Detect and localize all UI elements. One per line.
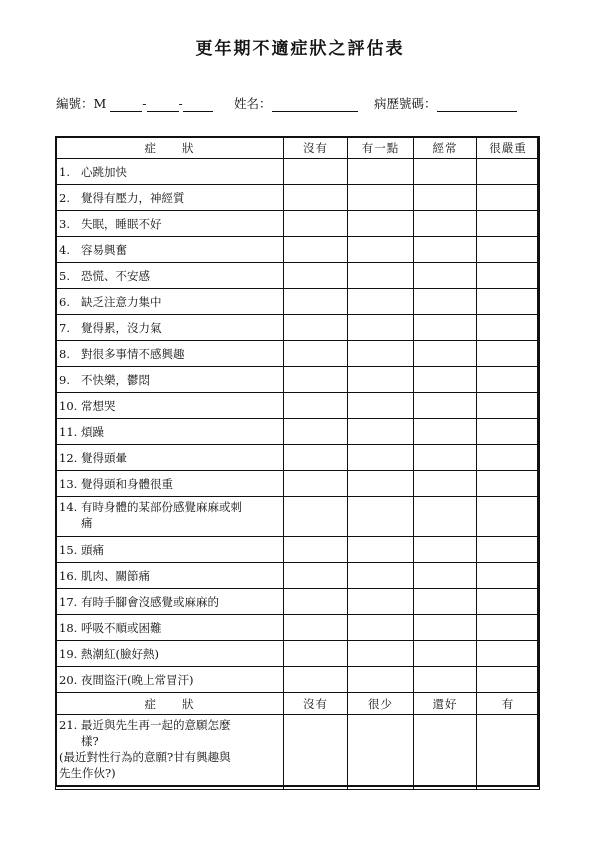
- id-blank-2[interactable]: [147, 99, 179, 112]
- header-often: 經常: [414, 137, 477, 159]
- id-separator: -: [178, 96, 183, 111]
- id-label: 編號：M: [56, 96, 107, 111]
- id-blank-1[interactable]: [110, 99, 142, 112]
- symptom-text: 恐慌、不安感: [81, 268, 150, 283]
- symptom-number: 11.: [59, 424, 78, 439]
- header-a-little: 有一點: [348, 137, 414, 159]
- symptom-text: 夜間盜汗(晚上常冒汗): [81, 672, 194, 687]
- symptom-number: 12.: [59, 450, 78, 465]
- symptom-text: 容易興奮: [81, 242, 127, 257]
- symptom-number: 21.: [59, 718, 78, 732]
- name-blank[interactable]: [272, 99, 358, 112]
- symptom-number: 20.: [59, 672, 78, 687]
- symptom-text: 頭痛: [81, 542, 104, 557]
- header-none: 沒有: [284, 137, 348, 159]
- table-outer-border: [55, 136, 539, 787]
- symptom-number: 15.: [59, 542, 78, 557]
- symptom-number: 7.: [59, 320, 70, 335]
- symptom-number: 5.: [59, 268, 70, 283]
- record-number-field: [374, 94, 517, 112]
- id-separator: -: [142, 96, 147, 111]
- header-symptom: 症 狀: [56, 693, 284, 715]
- symptom-number: 6.: [59, 294, 70, 309]
- symptom-text: 對很多事情不感興趣: [81, 346, 185, 361]
- symptom-text: 覺得頭和身體很重: [81, 476, 173, 491]
- symptom-text: 最近與先生再一起的意願怎麼: [81, 718, 231, 732]
- symptom-text: 有時手腳會沒感覺或麻麻的: [81, 594, 219, 609]
- record-number-label: 病歷號碼：: [374, 96, 437, 111]
- header-rarely: 很少: [348, 693, 414, 715]
- symptom-number: 4.: [59, 242, 70, 257]
- symptom-number: 14.: [59, 500, 78, 514]
- symptom-text: 失眠，睡眠不好: [81, 216, 162, 231]
- symptom-note: (最近對性行為的意願?甘有興趣與: [59, 750, 231, 764]
- symptom-number: 8.: [59, 346, 70, 361]
- symptom-number: 17.: [59, 594, 78, 609]
- symptom-number: 1.: [59, 164, 70, 179]
- symptom-number: 19.: [59, 646, 78, 661]
- symptom-number: 3.: [59, 216, 70, 231]
- header-none: 沒有: [284, 693, 348, 715]
- id-blank-3[interactable]: [183, 99, 213, 112]
- name-field: [234, 94, 358, 112]
- symptom-number: 18.: [59, 620, 78, 635]
- symptom-number: 16.: [59, 568, 78, 583]
- symptom-text: 不快樂，鬱悶: [81, 372, 150, 387]
- id-field: [56, 94, 213, 112]
- header-okay: 還好: [414, 693, 477, 715]
- symptom-text: 缺乏注意力集中: [81, 294, 162, 309]
- symptom-text: 肌肉、關節痛: [81, 568, 150, 583]
- header-yes: 有: [477, 693, 540, 715]
- record-number-blank[interactable]: [437, 99, 517, 112]
- symptom-text: 覺得有壓力，神經質: [81, 190, 185, 205]
- symptom-text: 煩躁: [81, 424, 104, 439]
- symptom-number: 10.: [59, 398, 78, 413]
- symptom-text: 常想哭: [81, 398, 116, 413]
- form-title: 更年期不適症狀之評估表: [195, 39, 405, 59]
- symptom-note-continued: 先生作伙?): [59, 766, 116, 780]
- symptom-text: 呼吸不順或困難: [81, 620, 162, 635]
- symptom-text: 覺得累，沒力氣: [81, 320, 162, 335]
- symptom-number: 9.: [59, 372, 70, 387]
- header-severe: 很嚴重: [477, 137, 540, 159]
- header-symptom: 症 狀: [56, 137, 284, 159]
- symptom-text: 心跳加快: [81, 164, 127, 179]
- symptom-text-continued: 痛: [81, 516, 93, 530]
- symptom-text: 有時身體的某部份感覺麻麻或刺: [81, 500, 242, 514]
- symptom-number: 2.: [59, 190, 70, 205]
- symptom-number: 13.: [59, 476, 78, 491]
- symptom-text: 覺得頭暈: [81, 450, 127, 465]
- symptom-text-continued: 樣?: [81, 734, 99, 748]
- name-label: 姓名：: [234, 96, 272, 111]
- symptom-text: 熱潮紅(臉好熱): [81, 646, 159, 661]
